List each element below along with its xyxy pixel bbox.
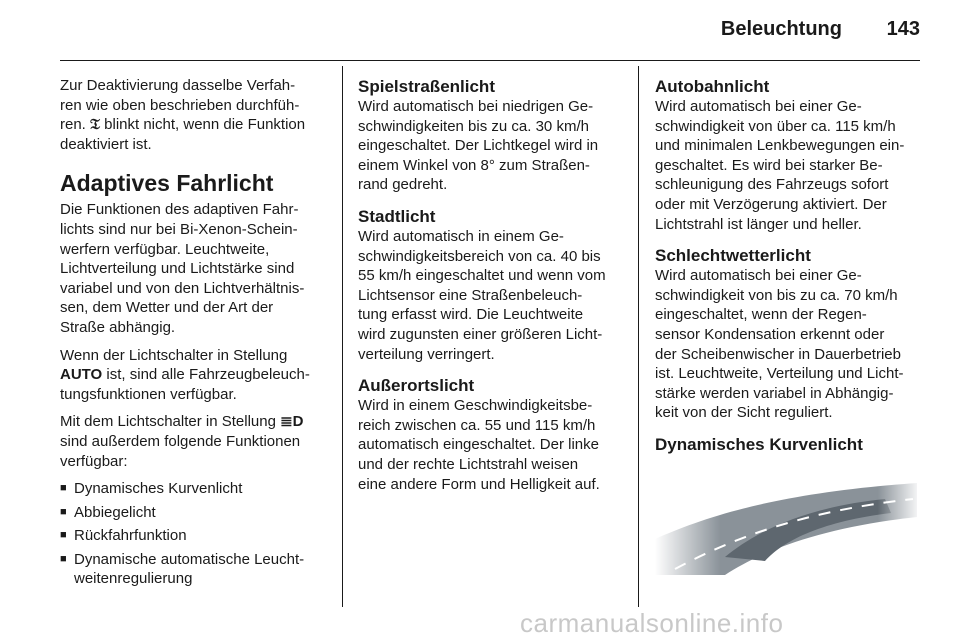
motorway-light-paragraph (655, 97, 923, 234)
text-line: sind außerdem folgende Funktionen (60, 432, 301, 450)
auto-symbol: AUTO (60, 366, 103, 384)
text-line: Lichtstrahl ist länger und heller. (655, 215, 862, 233)
text-line (60, 412, 334, 432)
text-line: eingeschaltet, wenn der Regen- (655, 306, 867, 324)
text-line: Wird automatisch in einem Ge- (358, 227, 564, 245)
section-heading-dynamic-curve-light: Dynamisches Kurvenlicht (655, 434, 863, 454)
text-line: ■ Dynamisches Kurvenlicht (74, 480, 243, 498)
text-line: Zur Deaktivierung dasselbe Verfah- (60, 77, 296, 94)
text-line: automatisch eingeschaltet. Der linke (358, 436, 599, 454)
play-street-light-paragraph (358, 97, 622, 195)
adaptive-light-paragraph (60, 200, 334, 337)
text-line: schwindigkeitsbereich von ca. 40 bis (358, 247, 601, 265)
list-item (60, 550, 334, 589)
text-line: 55 km/h eingeschaltet und wenn vom (358, 267, 606, 285)
text-line: und der rechte Lichtstrahl weisen (358, 455, 579, 473)
auto-position-paragraph (60, 346, 334, 405)
text-line: ren wie oben beschrieben durchfüh- (60, 96, 300, 114)
light-warning-symbol-icon: 𝔗 (90, 116, 100, 134)
text-line: Die Funktionen des adaptiven Fahr- (60, 201, 299, 219)
text-line: sen, dem Wetter und der Art der (60, 299, 274, 317)
text-line: lichts sind nur bei Bi-Xenon-Schein- (60, 220, 298, 238)
low-beam-position-paragraph (60, 412, 334, 471)
text-line: der Scheibenwischer in Dauerbetrieb (655, 345, 901, 363)
text-line: werfern verfügbar. Leuchtweite, (60, 240, 270, 258)
text-line: eine andere Form und Helligkeit auf. (358, 475, 600, 493)
text-line: Wird automatisch bei einer Ge- (655, 267, 862, 285)
text-line (60, 365, 334, 385)
text-segment: Mit dem Lichtschalter in Stellung (60, 413, 281, 431)
section-heading-motorway-light: Autobahnlicht (655, 77, 770, 96)
text-line: ■ Rückfahrfunktion (74, 527, 187, 545)
text-line: ■ Dynamische automatische Leucht- (74, 550, 305, 568)
country-road-light-paragraph (358, 396, 622, 494)
text-line: variabel und von den Lichtverhältnis- (60, 279, 305, 297)
text-line: Wird automatisch bei niedrigen Ge- (358, 98, 594, 115)
text-line: schwindigkeit von über ca. 115 km/h (655, 117, 896, 135)
text-line: deaktiviert ist. (60, 135, 152, 153)
text-line: rand gedreht. (358, 176, 448, 194)
page-title: Beleuchtung (720, 18, 842, 40)
text-line: tungsfunktionen verfügbar. (60, 385, 237, 403)
section-heading-play-street-light: Spielstraßenlicht (358, 77, 495, 96)
deactivation-paragraph (60, 76, 334, 154)
function-list (60, 479, 334, 589)
list-item (60, 479, 334, 499)
text-line: wird zugunsten einer größeren Licht- (358, 325, 603, 343)
list-item (60, 526, 334, 546)
bad-weather-light-paragraph (655, 266, 923, 423)
text-segment: ist, sind alle Fahrzeugbeleuch- (102, 366, 310, 384)
text-line: stärke werden variabel in Abhängig- (655, 384, 894, 402)
section-heading-city-light: Stadtlicht (358, 206, 436, 226)
text-line: oder mit Verzögerung aktiviert. Der (655, 195, 887, 213)
curve-light-illustration (655, 477, 917, 575)
text-line: verfügbar: (60, 452, 128, 470)
text-line: ■ Abbiegelicht (74, 503, 156, 521)
text-line (60, 115, 334, 135)
text-line: weitenregulierung (74, 570, 193, 588)
section-heading-country-road-light: Außerortslicht (358, 376, 475, 396)
text-line: und minimalen Lenkbewegungen ein- (655, 137, 905, 155)
text-line: schwindigkeiten bis zu ca. 30 km/h (358, 117, 589, 135)
column-3 (655, 76, 923, 581)
text-line: tung erfasst wird. Die Leuchtweite (358, 306, 584, 324)
watermark: carmanualsonline.info (520, 608, 784, 638)
text-line: schleunigung des Fahrzeugs sofort (655, 176, 889, 194)
section-heading-adaptive-light: Adaptives Fahrlicht (60, 170, 274, 197)
column-divider-1 (342, 66, 343, 607)
section-heading-bad-weather-light: Schlechtwetterlicht (655, 246, 811, 266)
text-line: einem Winkel von 8° zum Straßen- (358, 156, 590, 174)
text-segment: ren. (60, 116, 86, 134)
column-divider-2 (638, 66, 639, 607)
text-line: eingeschaltet. Der Lichtkegel wird in (358, 137, 599, 155)
city-light-paragraph (358, 227, 622, 364)
text-line: Wenn der Lichtschalter in Stellung (60, 346, 288, 364)
text-line: schwindigkeit von bis zu ca. 70 km/h (655, 286, 898, 304)
text-line: Lichtverteilung und Lichtstärke sind (60, 260, 295, 278)
text-line: verteilung verringert. (358, 345, 495, 363)
text-line: Wird in einem Geschwindigkeitsbe- (358, 397, 593, 415)
page-number: 143 (886, 18, 920, 40)
text-line: reich zwischen ca. 55 und 115 km/h (358, 416, 596, 434)
text-line: geschaltet. Es wird bei starker Be- (655, 156, 883, 174)
text-line: sensor Kondensation erkennt oder (655, 325, 885, 343)
text-line: ist. Leuchtweite, Verteilung und Licht- (655, 365, 904, 383)
page-header (0, 0, 960, 64)
header-rule (60, 60, 920, 61)
low-beam-icon: ≣D (280, 413, 304, 431)
column-2 (358, 76, 622, 502)
column-1 (60, 76, 334, 593)
text-line: Wird automatisch bei einer Ge- (655, 98, 862, 115)
text-line: keit von der Sicht reguliert. (655, 404, 833, 422)
text-line: Lichtsensor eine Straßenbeleuch- (358, 286, 583, 304)
list-item (60, 503, 334, 523)
text-line: Straße abhängig. (60, 318, 176, 336)
text-segment: blinkt nicht, wenn die Funktion (104, 116, 306, 134)
